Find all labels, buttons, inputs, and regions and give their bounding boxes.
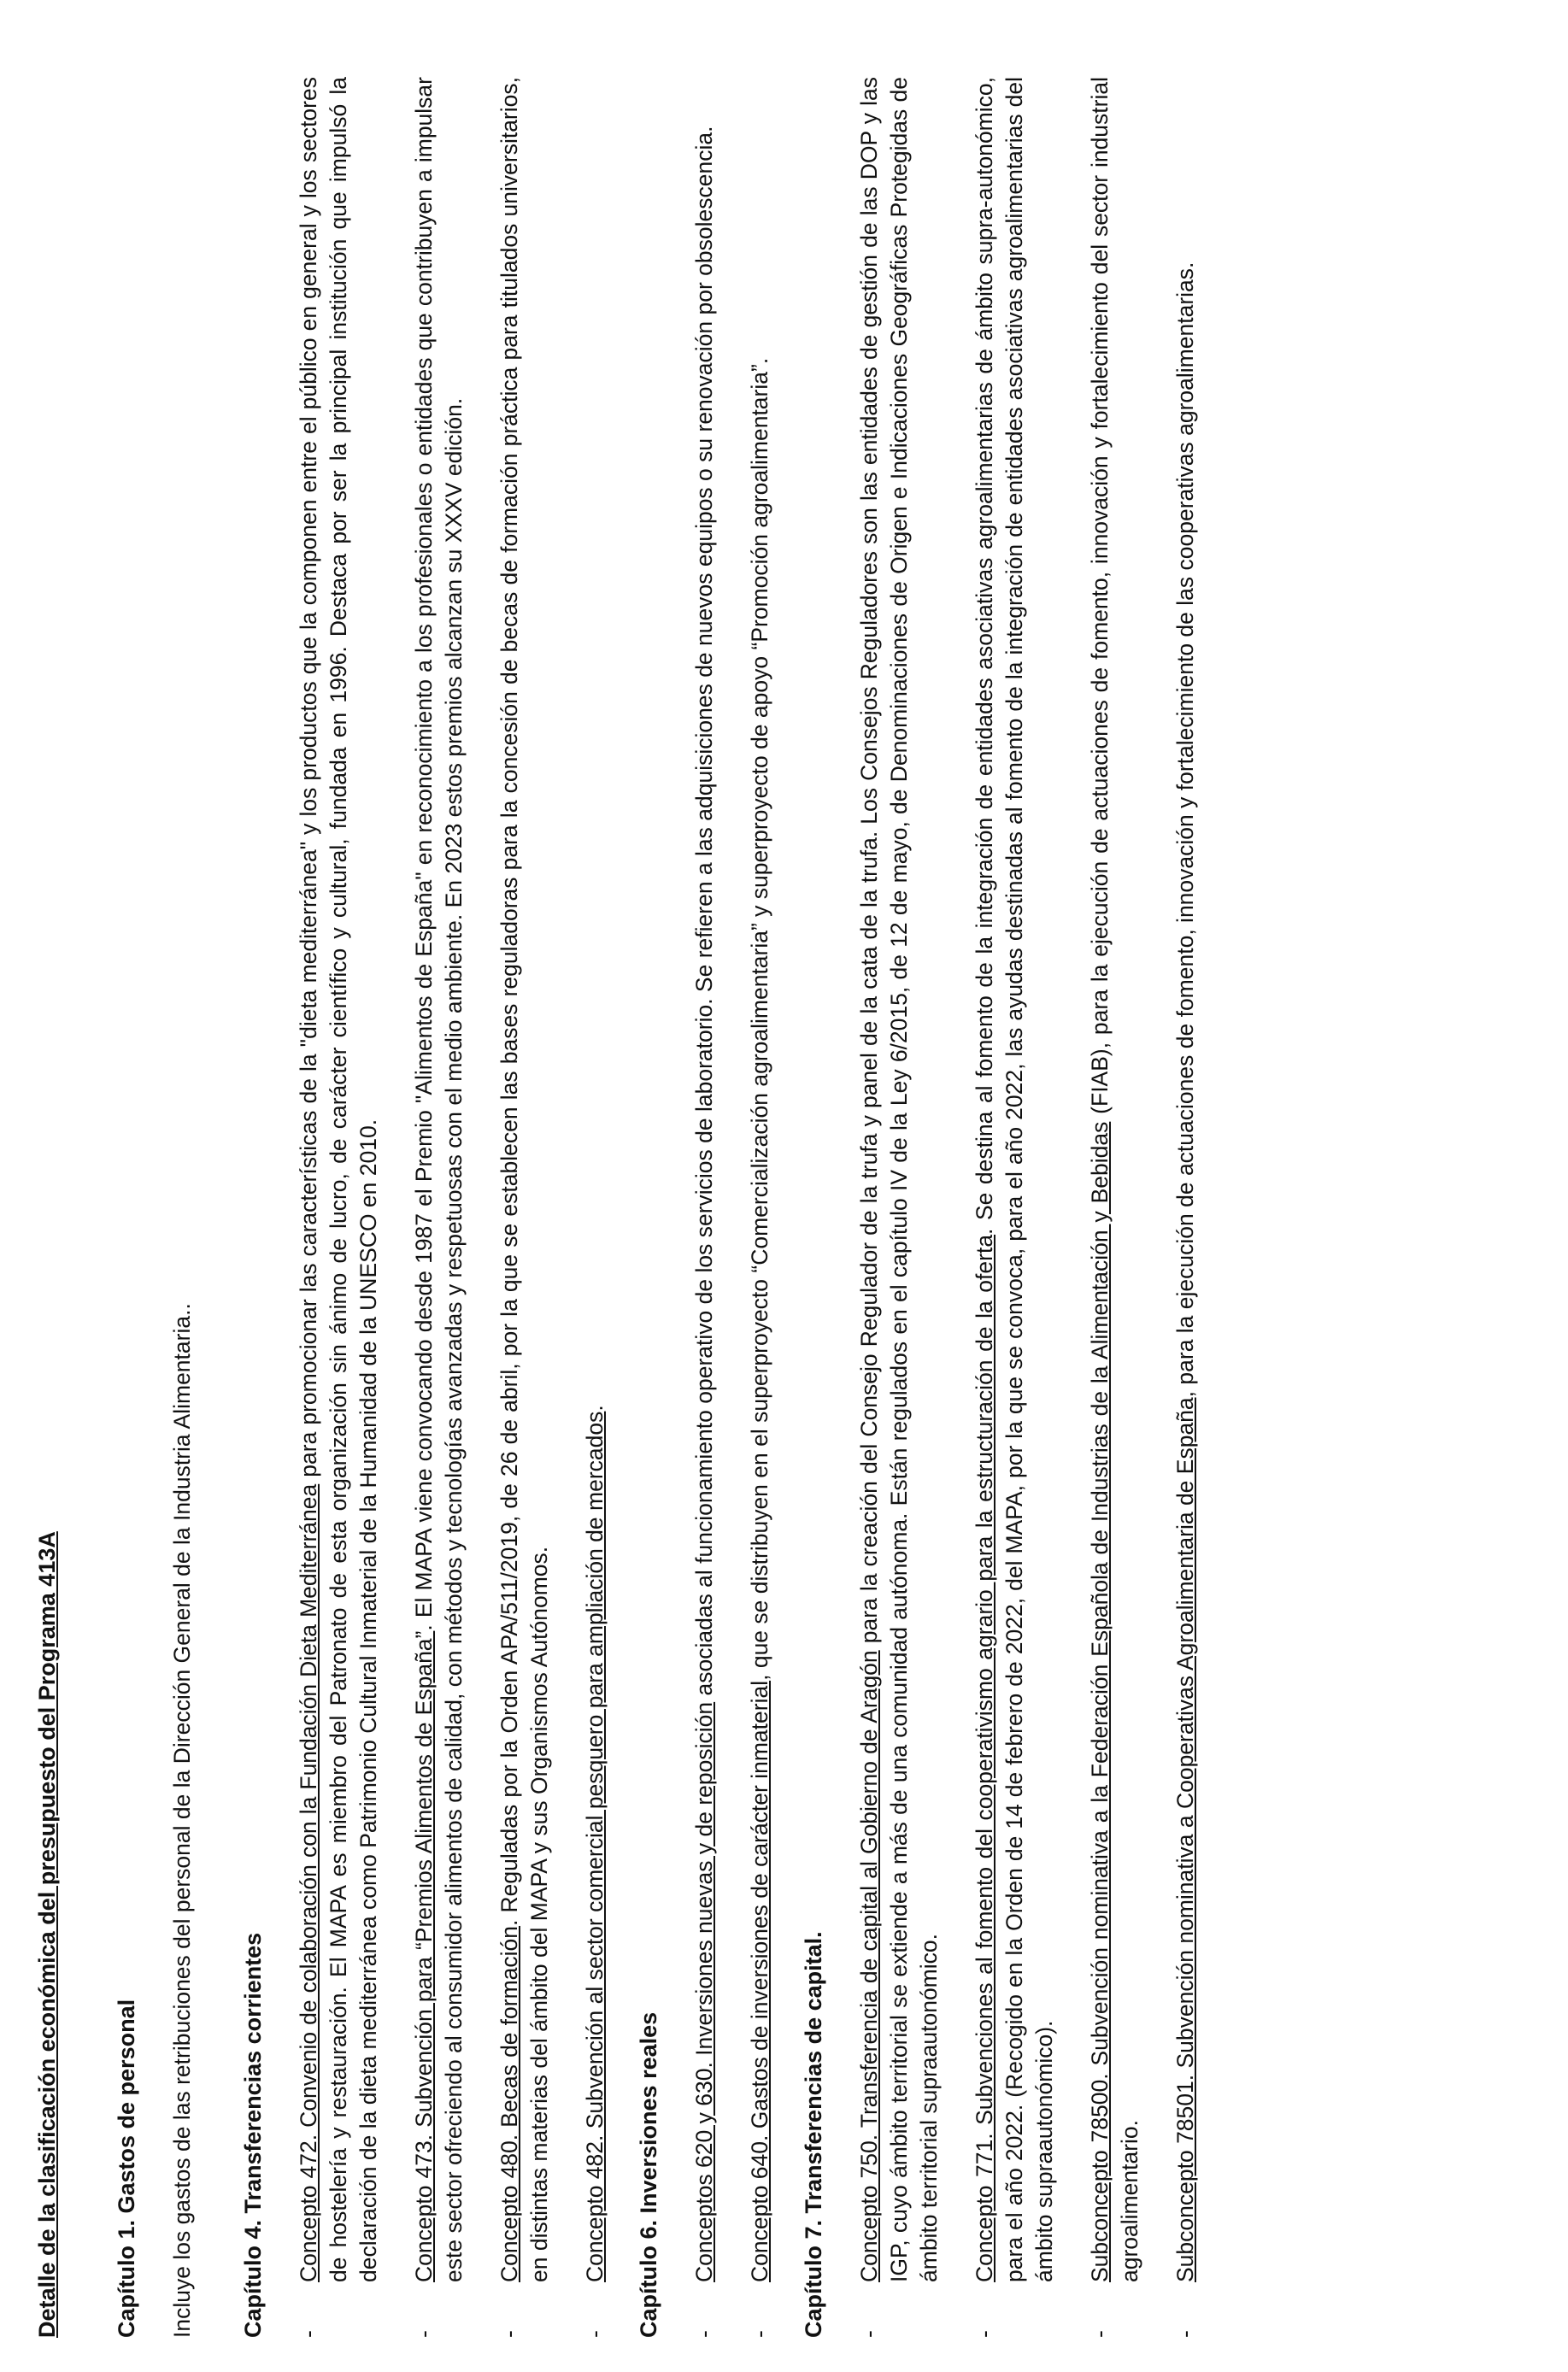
list-dash: - — [411, 2330, 437, 2338]
list-item — [580, 77, 610, 2338]
item-text: (FIAB), para la ejecución de actuaciones de fomento, innovación y fortalecimiento del sector industrial agroalimentario. — [1087, 77, 1142, 2282]
item-label: Concepto 482. Subvención al sector comercial pesquero para ampliación de mercados — [582, 1411, 608, 2282]
chapter-4-heading: Capítulo 4. Transferencias corrientes — [240, 1932, 266, 2338]
item-text: . El MAPA viene convocando desde 1987 el Premio "Alimentos de España" en reconocimiento a los profesionales o entidades que contribuyen a impulsar este sector ofreciendo al consumidor alimentos de calidad, con métodos y tecnologías avanzadas y respetuosas con el medio ambiente. En 2023 estos premios alcanzan su XXXV edición. — [411, 77, 467, 2282]
list-dash: - — [747, 2330, 772, 2338]
document-title: Detalle de la clasificación económica del presupuesto del Programa 413A — [34, 1531, 60, 2338]
list-item — [409, 77, 469, 2338]
list-dash: - — [1087, 2330, 1113, 2338]
item-label: Subconcepto 78500. Subvención nominativa a la Federación Española de Industrias de la Alimentación y Bebidas — [1087, 1121, 1113, 2282]
item-label: Concepto 771. Subvenciones al fomento del cooperativismo agrario para la estructuración de la oferta — [972, 1234, 997, 2282]
item-text: . Reguladas por la Orden APA/511/2019, de 26 de abril, por la que se establecen las bases reguladoras para la concesión de becas de formación práctica para titulados universitarios, en distintas materias del ámbito del MAPA y sus Organismos Autónomos. — [496, 77, 552, 2282]
list-dash: - — [856, 2330, 882, 2338]
list-dash: - — [972, 2330, 997, 2338]
list-dash: - — [496, 2330, 522, 2338]
item-label: Concepto 480. Becas de formación — [496, 1925, 522, 2282]
chapter-6-heading: Capítulo 6. Inversiones reales — [636, 2011, 661, 2338]
chapter-1-heading: Capítulo 1. Gastos de personal — [114, 1999, 139, 2338]
chapter-7-heading: Capítulo 7. Transferencias de capital. — [801, 1931, 826, 2338]
item-text: , que se distribuyen en el superproyecto “Comercialización agroalimentaria” y superproyecto de apoyo “Promoción agroalimentaria”. — [747, 357, 772, 1681]
item-text: para promocionar las características de la "dieta mediterránea" y los productos que la componen entre el público en general y los sectores de hostelería y restauración. El MAPA es miembro del Patronato de esta organización sin ánimo de lucro, de carácter científico y cultural, fundada en 1996. Destaca por ser la principal institución que impulsó la declaración de la dieta mediterránea como Patrimonio Cultural Inmaterial de la Humanidad de la UNESCO en 2010. — [296, 77, 381, 2282]
item-label: Conceptos 620 y 630. Inversiones nuevas y de reposición — [691, 1701, 717, 2282]
item-label: Subconcepto 78501. Subvención nominativa a Cooperativas Agroalimentaria de España, — [1172, 1390, 1198, 2282]
list-dash: - — [296, 2330, 321, 2338]
list-item — [690, 77, 719, 2338]
chapter-1-text: Incluye los gastos de las retribuciones del personal de la Dirección General de la Industria Alimentaria.. — [169, 1303, 195, 2338]
item-label: Concepto 472. Convenio de colaboración con la Fundación Dieta Mediterránea — [296, 1483, 321, 2282]
list-dash: - — [582, 2330, 608, 2338]
list-item — [294, 77, 384, 2338]
item-label: Concepto 473. Subvención para “Premios Alimentos de España” — [411, 1630, 437, 2282]
item-text: para la creación del Consejo Regulador de la trufa y panel de la cata de la trufa. Los Consejos Reguladores son las entidades de gestión de las DOP y las IGP, cuyo ámbito territorial se extiende a más de una comunidad autónoma. Están regulados en el capítulo IV de la Ley 6/2015, de 12 de mayo, de Denominaciones de Origen e Indicaciones Geográficas Protegidas de ámbito territorial supraautonómico. — [856, 76, 942, 2282]
list-item — [495, 77, 555, 2338]
item-label: Concepto 750. Transferencia de capital al Gobierno de Aragón — [856, 1650, 882, 2282]
list-item — [970, 77, 1060, 2338]
list-dash: - — [691, 2330, 717, 2338]
list-item — [1085, 77, 1145, 2338]
item-text: . — [582, 1405, 608, 1412]
item-text: asociadas al funcionamiento operativo de los servicios de laboratorio. Se refieren a las adquisiciones de nuevos equipos o su renovación por obsolescencia. — [691, 126, 717, 1702]
item-text: para la ejecución de actuaciones de fomento, innovación y fortalecimiento de las cooperativas agroalimentarias. — [1172, 261, 1198, 1391]
item-label: Concepto 640. Gastos de inversiones de carácter inmaterial — [747, 1680, 772, 2282]
list-item — [854, 77, 944, 2338]
list-dash: - — [1172, 2330, 1198, 2338]
list-item — [1171, 77, 1201, 2338]
list-item — [745, 77, 775, 2338]
item-text: . Se destina al fomento de la integración de entidades asociativas agroalimentarias de ámbito supra-autonómico, para el año 2022. (Recogido en la Orden de 14 de febrero de 2022, del MAPA, por la que se convoca, para el año 2022, las ayudas destinadas al fomento de la integración de entidades asociativas agroalimentarias del ámbito supraautonómico). — [972, 77, 1057, 2282]
